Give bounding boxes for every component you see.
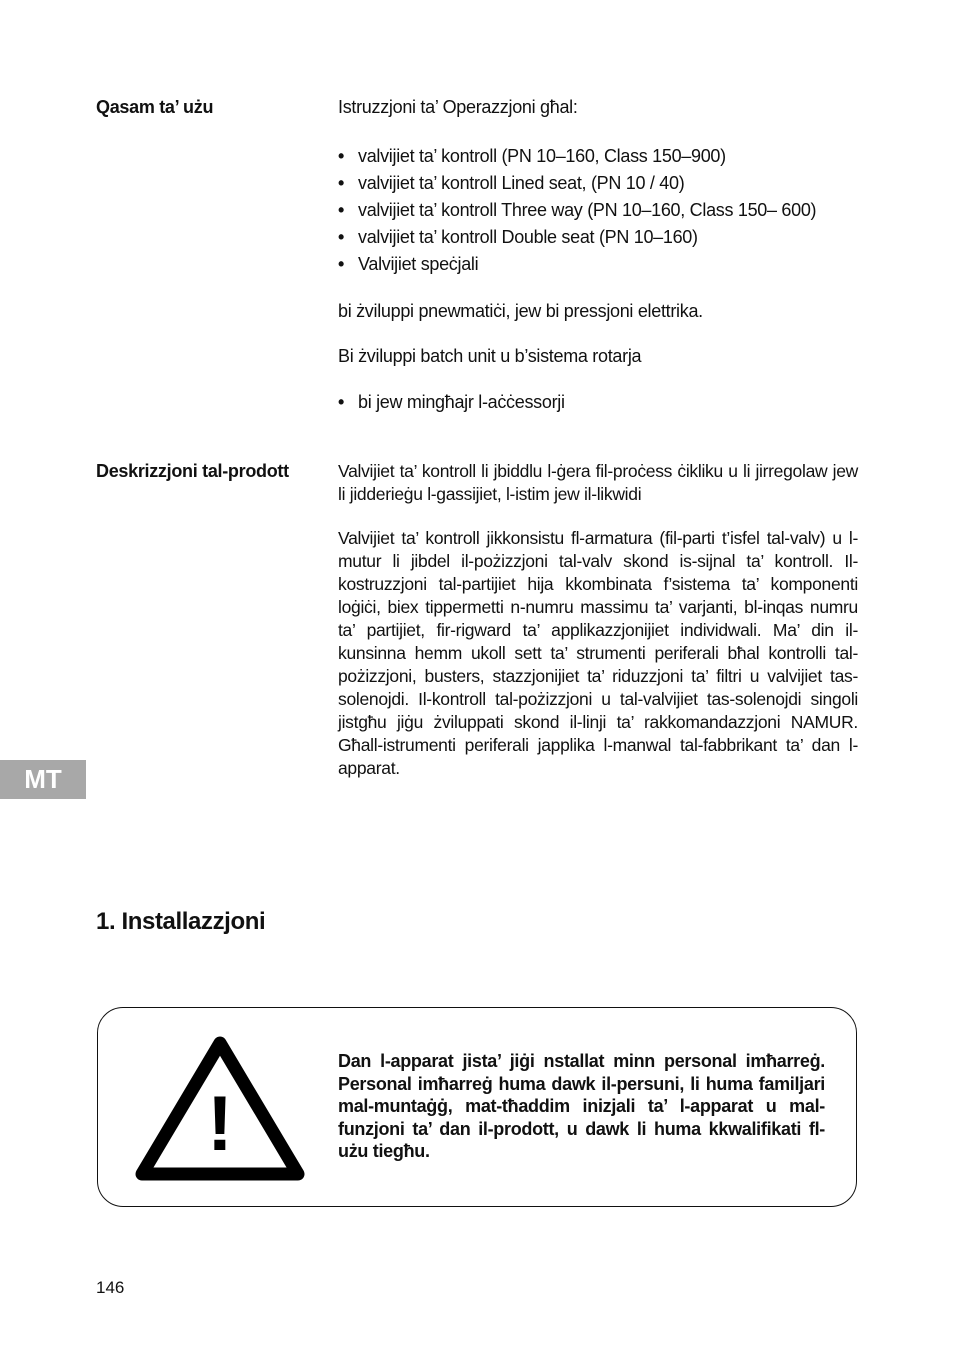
section-label-scope: Qasam ta’ użu — [96, 97, 214, 117]
list-item: • valvijiet ta’ kontroll Three way (PN 10–160, Class 150– 600) — [338, 197, 858, 224]
warning-triangle-icon — [134, 1033, 306, 1183]
section-heading: 1. Installazzjoni — [96, 908, 266, 935]
description-paragraph-2: Valvijiet ta’ kontroll jikkonsistu fl-armatura (fil-parti t’isfel tal-valv) u l-mutur li jibdel il-pożizzjoni tal-valv skond is-sijnal ta’ kontroll. Il-kostruzzjoni tal-partijiet hija kkombinata f’sistema ta’ komponenti loġiċi, biex tippermetti n-numru massimu ta’ varjanti, bl-inqas numru ta’ partijiet, fir-rigward ta’ applikazzjonijiet individwali. Ma’ din il-kunsinna hemm ukoll sett ta’ strumenti periferali bħal kontrolli tal-pożizzjoni, busters, stazzjonijiet ta’ riduzzjoni ta’ filtri u valvijiet tas-solenojdi. Il-kontroll tal-pożizzjoni u tal-valvijiet tas-solenojdi singoli jistgħu jiġu żviluppati skond il-linji ta’ rakkomandazzjoni NAMUR. Għall-istrumenti periferali japplika l-manwal tal-fabbrikant ta’ dan l-apparat. — [338, 528, 858, 778]
list-item: • valvijiet ta’ kontroll Lined seat, (PN 10 / 40) — [338, 170, 858, 197]
section-label-description: Deskrizzjoni tal-prodott — [96, 461, 289, 481]
bullet-icon: • — [338, 200, 345, 220]
language-tab: MT — [0, 760, 86, 799]
list-item: • valvijiet ta’ kontroll (PN 10–160, Class 150–900) — [338, 143, 858, 170]
bullet-icon: • — [338, 392, 345, 412]
bullet-icon: • — [338, 227, 345, 247]
warning-exclamation: ! — [207, 1079, 233, 1167]
bullet-icon: • — [338, 146, 345, 166]
bullet-icon: • — [338, 254, 345, 274]
scope-paragraph-1: bi żviluppi pnewmatiċi, jew bi pressjoni elettrika. — [338, 301, 703, 321]
scope-list — [338, 143, 858, 278]
description-paragraph-1: Valvijiet ta’ kontroll li jbiddlu l-ġera fil-proċess ċikliku u li jirregolaw jew li jidderieġu l-gassijiet, l-istim jew il-likwidi — [338, 461, 858, 504]
warning-text: Dan l-apparat jista’ jiġi nstallat minn personal imħarreġ. Personal imħarreġ huma dawk il-persuni, li huma familjari mal-muntaġġ, mat-tħaddim inizjali ta’ l-apparat u mal-funzjoni ta’ dan il-prodott, u dawk li huma kkwalifikati fl-użu tiegħu. — [338, 1051, 825, 1161]
scope-intro: Istruzzjoni ta’ Operazzjoni għal: — [338, 97, 578, 117]
scope-paragraph-2: Bi żviluppi batch unit u b’sistema rotarja — [338, 346, 642, 366]
scope-extra-list — [338, 389, 858, 416]
bullet-icon: • — [338, 173, 345, 193]
list-item: • bi jew mingħajr l-aċċessorji — [338, 389, 858, 416]
list-item: • valvijiet ta’ kontroll Double seat (PN 10–160) — [338, 224, 858, 251]
list-item: • Valvijiet speċjali — [338, 251, 858, 278]
page-number: 146 — [96, 1278, 125, 1297]
